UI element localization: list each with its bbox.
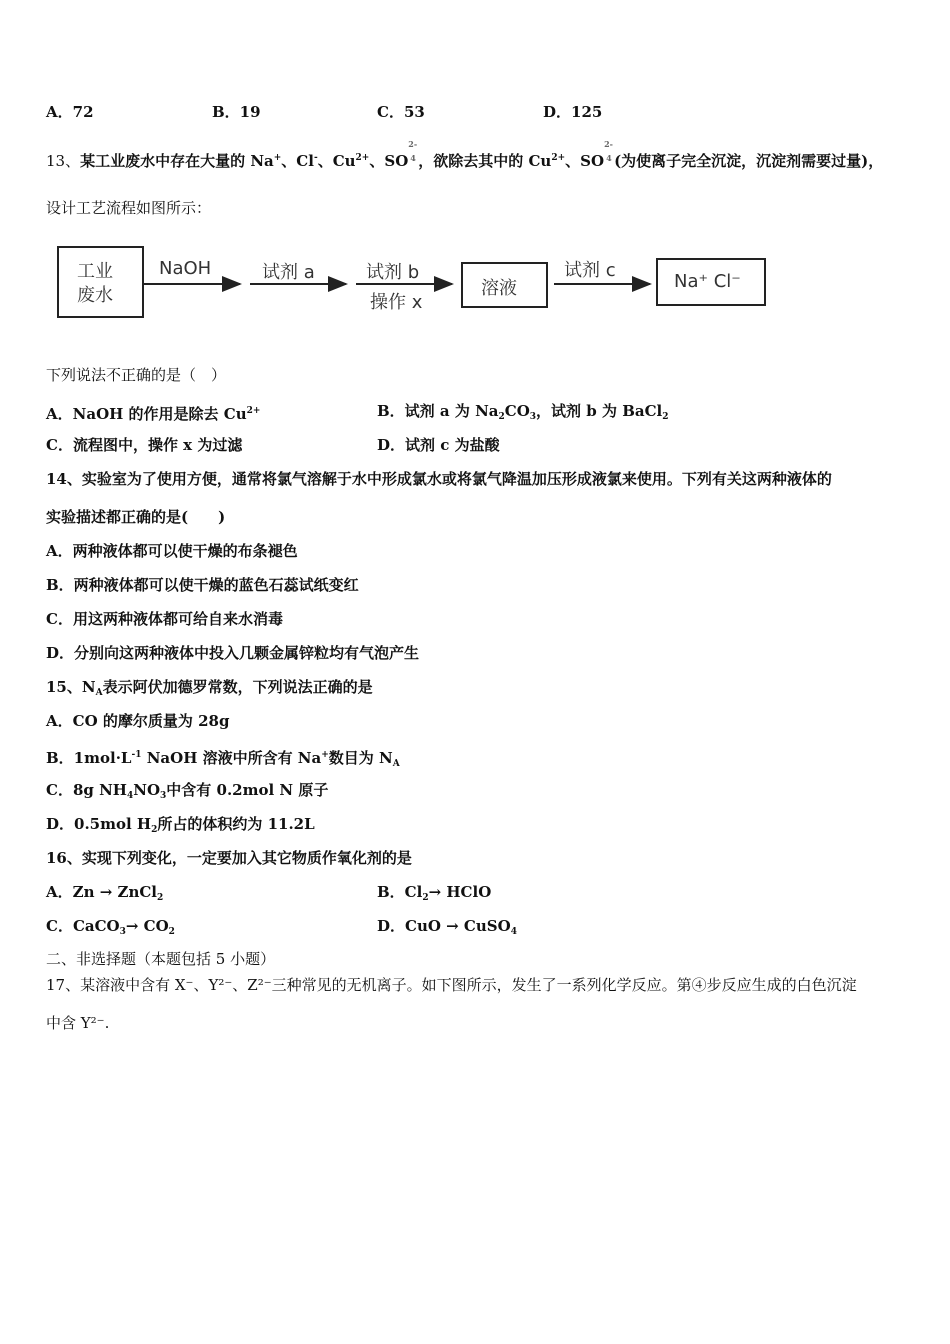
- q14-option-c: C．用这两种液体都可给自来水消毒: [46, 610, 283, 628]
- q15-option-a: A．CO 的摩尔质量为 28g: [46, 712, 230, 730]
- q12-option-a: A．72: [46, 103, 94, 121]
- q14-option-b: B．两种液体都可以使干燥的蓝色石蕊试纸变红: [46, 576, 359, 594]
- q13-stem: 13、某工业废水中存在大量的 Na+、Cl-、$Cu^{2+}$、SO 2- 4 ，欲除去其中的 $Cu^{2+}$、SO 2- 4 (为使离子完全沉淀，沉淀剂需要过量)，: [46, 139, 884, 170]
- q14-stem-line1: 14、实验室为了使用方便，通常将氯气溶解于水中形成氯水或将氯气降温加压形成液氯来使用。下列有关这两种液体的: [46, 470, 832, 488]
- q14-stem-line2: 实验描述都正确的是( ): [46, 508, 226, 526]
- q12-option-d: D．125: [543, 103, 603, 121]
- q13-option-d: D．试剂 c 为盐酸: [377, 436, 500, 454]
- q14-option-d: D．分别向这两种液体中投入几颗金属锌粒均有气泡产生: [46, 644, 420, 662]
- q16-option-a: A．Zn → ZnCl$_2$: [46, 883, 164, 903]
- process-flow-diagram: [52, 242, 772, 322]
- q16-option-b: B．$Cl_2\to$ HClO: [377, 883, 492, 903]
- solution-box: 溶液: [461, 262, 548, 308]
- q13-question: 下列说法不正确的是（ ）: [46, 366, 227, 384]
- q16-option-d: D．CuO → CuSO$_4$: [377, 917, 517, 937]
- section-heading: 二、非选择题（本题包括 5 小题）: [46, 950, 276, 968]
- q15-option-b: B．$1mol\cdot L^{-1}$ NaOH 溶液中所含有 Na+数目为 $N_A$: [46, 749, 400, 769]
- label-reagent-b: 试剂 b: [366, 262, 420, 283]
- q12-option-b: B．19: [212, 103, 261, 121]
- q13-option-a: A．NaOH 的作用是除去 $Cu^{2+}$: [46, 405, 261, 423]
- q15-option-d: D．0.5mol $H_2$所占的体积约为 11.2L: [46, 815, 315, 835]
- q16-stem: 16、实现下列变化，一定要加入其它物质作氧化剂的是: [46, 849, 412, 867]
- q17-stem-line2: 中含 Y²⁻.: [46, 1014, 110, 1032]
- q13-option-b: B．试剂 a 为 $Na_2CO_3$，试剂 b 为 BaCl$_2$: [377, 402, 669, 422]
- q14-option-a: A．两种液体都可以使干燥的布条褪色: [46, 542, 298, 560]
- wastewater-box: 工业 废水: [57, 246, 144, 318]
- label-operation-x: 操作 x: [370, 292, 423, 313]
- q16-option-c: C．CaCO$_3$→ $CO_2$: [46, 917, 175, 937]
- product-box: Na⁺ Cl⁻: [656, 258, 766, 306]
- q17-stem-line1: 17、某溶液中含有 X⁻、Y²⁻、Z²⁻三种常见的无机离子。如下图所示，发生了一系列化学反应。第④步反应生成的白色沉淀: [46, 976, 857, 994]
- label-naoh: NaOH: [159, 258, 212, 279]
- q13-stem-line2: 设计工艺流程如图所示：: [46, 199, 212, 217]
- q15-option-c: C．8g $NH_4NO_3$中含有 0.2mol N 原子: [46, 781, 329, 801]
- label-reagent-c: 试剂 c: [564, 260, 616, 281]
- q15-stem: 15、$N_A$表示阿伏加德罗常数，下列说法正确的是: [46, 678, 373, 698]
- q12-option-c: C．53: [377, 103, 425, 121]
- label-reagent-a: 试剂 a: [262, 262, 315, 283]
- q13-option-c: C．流程图中，操作 x 为过滤: [46, 436, 243, 454]
